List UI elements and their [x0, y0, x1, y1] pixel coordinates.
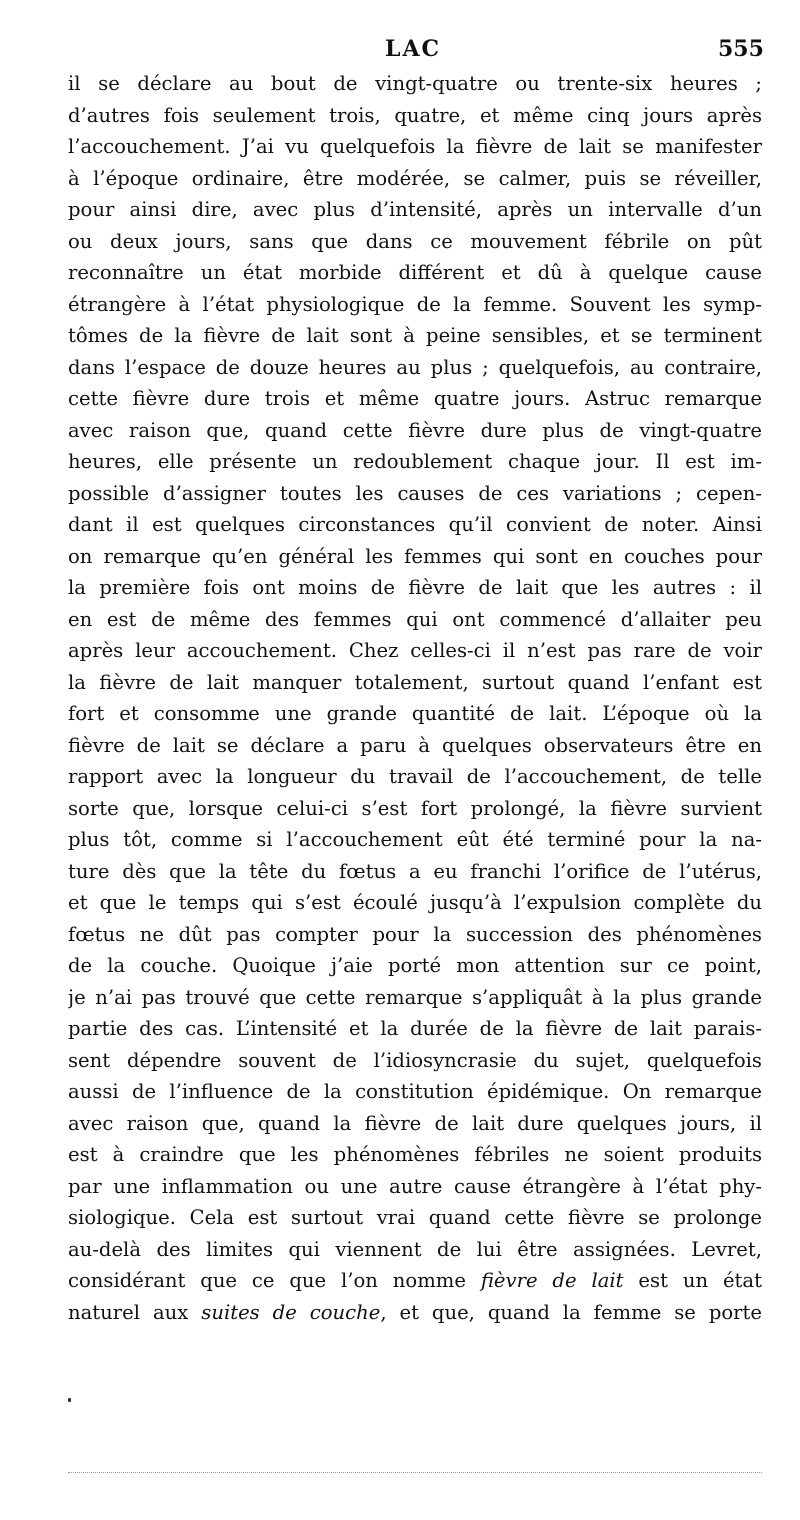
- italic-term: suites de couche: [201, 1300, 381, 1324]
- text-line: [68, 604, 762, 636]
- text-line: [68, 1076, 762, 1108]
- running-head-title: LAC: [385, 36, 442, 62]
- line-text: au-delà des limites qui viennent de lui être assignées. Levret,: [68, 1237, 762, 1261]
- line-text-continued: est un état: [623, 1269, 762, 1292]
- line-text: je n’ai pas trouvé que cette remarque s’appliquât à la plus grande: [68, 985, 762, 1009]
- text-line: [68, 131, 762, 163]
- line-text: après leur accouchement. Chez celles-ci il n’est pas rare de voir: [68, 639, 762, 662]
- line-text: de la couche. Quoique j’aie porté mon attention sur ce point,: [68, 954, 762, 977]
- line-text: tômes de la fièvre de lait sont à peine sensibles, et se terminent: [68, 324, 762, 347]
- line-text: ou deux jours, sans que dans ce mouvement fébrile on pût: [68, 229, 762, 253]
- line-text-continued: , et que, quand la femme se porte: [380, 1300, 762, 1324]
- line-text: avec raison que, quand cette fièvre dure plus de vingt-quatre: [68, 418, 762, 442]
- text-line: [68, 950, 762, 982]
- text-line: [68, 68, 762, 100]
- text-line: [68, 793, 762, 825]
- line-text: étrangère à l’état physiologique de la femme. Souvent les symp-: [68, 292, 762, 316]
- line-text: dant il est quelques circonstances qu’il convient de noter. Ainsi: [68, 513, 762, 536]
- text-line: [68, 824, 762, 856]
- line-text: on remarque qu’en général les femmes qui sont en couches pour: [68, 544, 762, 568]
- line-text: considérant que ce que l’on nomme: [68, 1269, 481, 1292]
- text-line: [68, 1202, 762, 1234]
- page-number: 555: [718, 36, 764, 62]
- text-line: [68, 478, 762, 510]
- text-line: [68, 572, 762, 604]
- line-text: siologique. Cela est surtout vrai quand cette fièvre se prolonge: [68, 1206, 762, 1229]
- text-line: [68, 415, 762, 447]
- italic-term: fièvre de lait: [480, 1269, 624, 1292]
- text-line: [68, 667, 762, 699]
- text-line: [68, 635, 762, 667]
- text-line: [68, 1234, 762, 1266]
- text-line: [68, 1108, 762, 1140]
- line-text: sorte que, lorsque celui-ci s’est fort prolongé, la fièvre survient: [68, 796, 762, 820]
- text-line: [68, 856, 762, 888]
- ink-speck: [68, 1398, 71, 1402]
- line-text: la fièvre de lait manquer totalement, surtout quand l’enfant est: [68, 670, 762, 694]
- body-paragraph: [68, 68, 762, 1328]
- line-text: et que le temps qui s’est écoulé jusqu’à l’expulsion complète du: [68, 891, 762, 914]
- line-text: plus tôt, comme si l’accouchement eût été terminé pour la na-: [68, 828, 762, 851]
- line-text: dans l’espace de douze heures au plus ; quelquefois, au contraire,: [68, 355, 762, 379]
- text-line: [68, 352, 762, 384]
- line-text: ture dès que la tête du fœtus a eu franchi l’orifice de l’utérus,: [68, 859, 762, 883]
- line-text: est à craindre que les phénomènes fébriles ne soient produits: [68, 1143, 762, 1166]
- text-line: [68, 383, 762, 415]
- text-line: [68, 1045, 762, 1077]
- line-text: fort et consomme une grande quantité de lait. L’époque où la: [68, 702, 762, 725]
- line-text: cette fièvre dure trois et même quatre jours. Astruc remarque: [68, 387, 762, 410]
- text-line: [68, 194, 762, 226]
- line-text: à l’époque ordinaire, être modérée, se calmer, puis se réveiller,: [68, 166, 762, 190]
- line-text: par une inflammation ou une autre cause étrangère à l’état phy-: [68, 1174, 762, 1198]
- line-text: l’accouchement. J’ai vu quelquefois la fièvre de lait se manifester: [68, 135, 762, 158]
- text-line: [68, 1265, 762, 1297]
- line-text: rapport avec la longueur du travail de l’accouchement, de telle: [68, 765, 762, 788]
- text-line: [68, 730, 762, 762]
- text-line: [68, 761, 762, 793]
- line-text: il se déclare au bout de vingt-quatre ou trente-six heures ;: [68, 72, 762, 95]
- line-text: heures, elle présente un redoublement chaque jour. Il est im-: [68, 450, 762, 473]
- line-text: avec raison que, quand la fièvre de lait dure quelques jours, il: [68, 1111, 762, 1135]
- text-line: [68, 1171, 762, 1203]
- line-text: reconnaître un état morbide différent et dû à quelque cause: [68, 261, 762, 284]
- line-text: fièvre de lait se déclare a paru à quelques observateurs être en: [68, 733, 762, 757]
- line-text: d’autres fois seulement trois, quatre, et même cinq jours après: [68, 103, 762, 127]
- line-text: partie des cas. L’intensité et la durée de la fièvre de lait parais-: [68, 1017, 762, 1040]
- line-text: fœtus ne dût pas compter pour la succession des phénomènes: [68, 922, 762, 946]
- text-line: [68, 509, 762, 541]
- line-text: possible d’assigner toutes les causes de ces variations ; cepen-: [68, 481, 762, 505]
- text-line: [68, 541, 762, 573]
- text-line: [68, 1139, 762, 1171]
- line-text: en est de même des femmes qui ont commencé d’allaiter peu: [68, 607, 762, 631]
- text-line: [68, 1013, 762, 1045]
- line-text: aussi de l’influence de la constitution épidémique. On remarque: [68, 1080, 762, 1103]
- line-text: sent dépendre souvent de l’idiosyncrasie du sujet, quelquefois: [68, 1048, 762, 1072]
- footer-rule: [68, 1472, 762, 1473]
- line-text: pour ainsi dire, avec plus d’intensité, après un intervalle d’un: [68, 198, 762, 221]
- line-text: naturel aux: [68, 1300, 202, 1324]
- text-line: [68, 982, 762, 1014]
- text-line: [68, 698, 762, 730]
- text-line: [68, 163, 762, 195]
- text-line: [68, 446, 762, 478]
- line-text: la première fois ont moins de fièvre de lait que les autres : il: [68, 576, 762, 599]
- text-line: [68, 887, 762, 919]
- text-line: [68, 257, 762, 289]
- text-line: [68, 1297, 762, 1329]
- text-line: [68, 226, 762, 258]
- running-head: [0, 36, 800, 66]
- text-line: [68, 289, 762, 321]
- text-line: [68, 100, 762, 132]
- text-line: [68, 919, 762, 951]
- text-line: [68, 320, 762, 352]
